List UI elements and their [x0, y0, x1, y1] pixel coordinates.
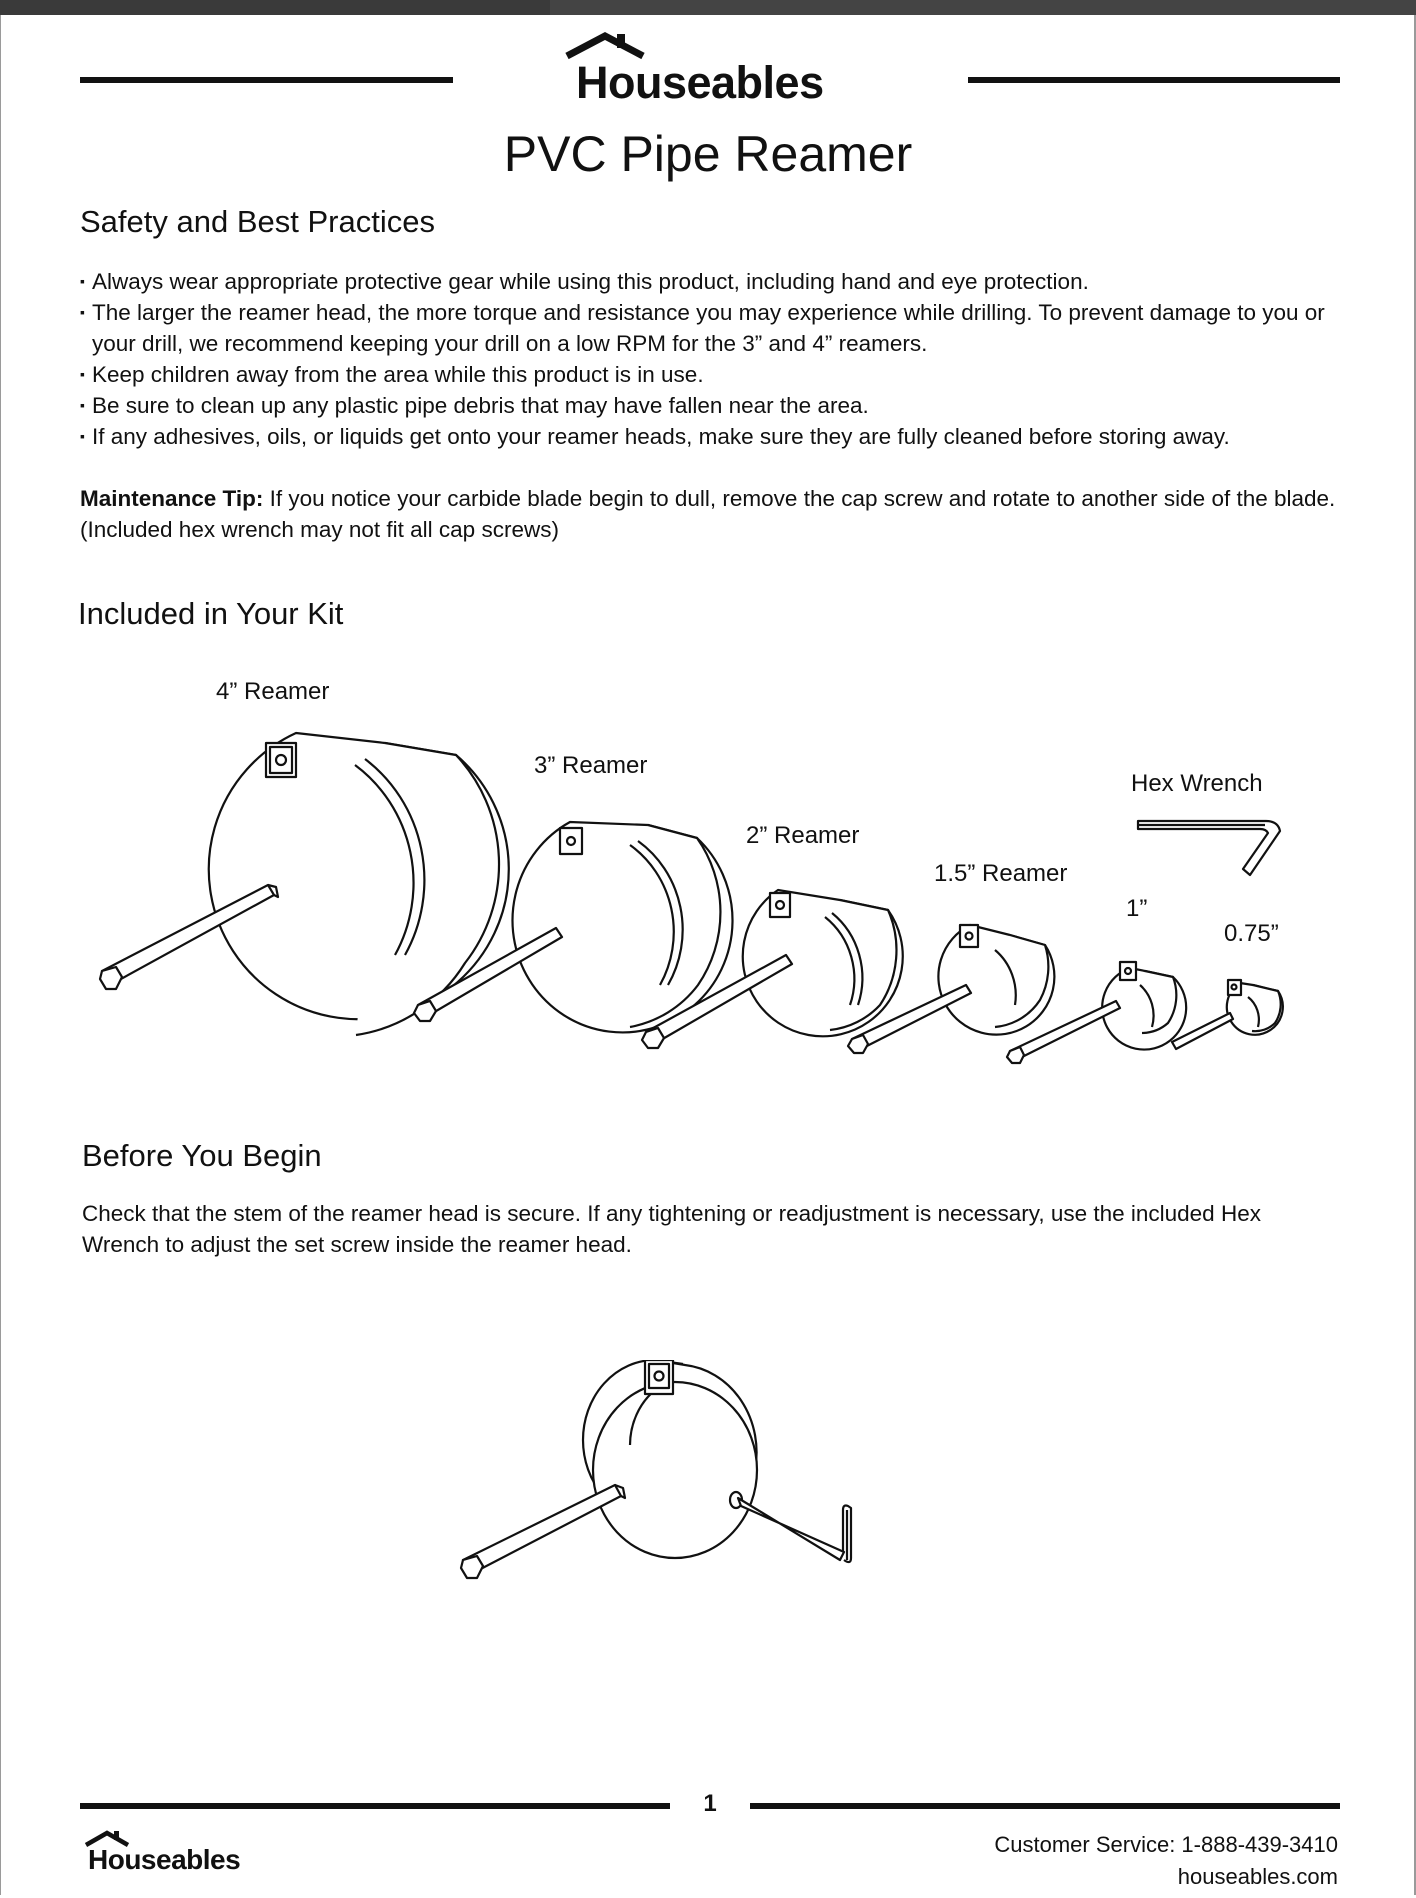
window-top-bar — [0, 0, 1416, 15]
header-logo — [565, 32, 865, 107]
page-number: 1 — [703, 1790, 717, 1817]
customer-service: Customer Service: 1-888-439-3410 — [994, 1832, 1338, 1857]
kit-label-hex-wrench: Hex Wrench — [1131, 770, 1263, 797]
website-link[interactable]: houseables.com — [1177, 1864, 1338, 1889]
header-rule-left — [80, 77, 453, 83]
footer-logo-text: Houseables — [88, 1844, 241, 1875]
maintenance-tip-label: Maintenance Tip: — [80, 486, 264, 511]
kit-heading: Included in Your Kit — [78, 596, 344, 631]
footer-rule-left — [80, 1803, 670, 1809]
kit-illustration — [70, 655, 1350, 1095]
kit-label-1in: 1” — [1126, 895, 1148, 922]
maintenance-tip — [80, 483, 1340, 545]
kit-label-4in: 4” Reamer — [216, 678, 330, 705]
before-text: Check that the stem of the reamer head is secure. If any tightening or readjustment is necessary, use the included Hex Wrench to adjust the set screw inside the reamer head. — [82, 1201, 1261, 1257]
list-item: ▪ The larger the reamer head, the more torque and resistance you may experience while drilling. To prevent damage to you or your drill, we recommend keeping your drill on a low RPM for the 3” and 4” reamers. — [80, 297, 1340, 359]
header-rule-right — [968, 77, 1340, 83]
safety-heading: Safety and Best Practices — [80, 204, 435, 239]
kit-label-3in: 3” Reamer — [534, 752, 648, 779]
reamer-with-wrench-illustration — [455, 1360, 875, 1600]
maintenance-tip-text: If you notice your carbide blade begin to dull, remove the cap screw and rotate to another side of the blade. (Included hex wrench may not fit all cap screws) — [80, 486, 1336, 542]
kit-label-2in: 2” Reamer — [746, 822, 860, 849]
window-tab-strip — [0, 0, 550, 15]
page-title: PVC Pipe Reamer — [503, 126, 913, 182]
before-heading: Before You Begin — [82, 1138, 322, 1173]
list-item: ▪ Be sure to clean up any plastic pipe debris that may have fallen near the area. — [80, 390, 1340, 421]
list-item: ▪ Keep children away from the area while this product is in use. — [80, 359, 1340, 390]
footer-logo — [84, 1830, 284, 1880]
reamer-0-75in-icon — [1172, 980, 1283, 1049]
footer-rule-right — [750, 1803, 1340, 1809]
list-item: ▪ If any adhesives, oils, or liquids get onto your reamer heads, make sure they are fully cleaned before storing away. — [80, 421, 1340, 452]
safety-list — [80, 266, 1340, 452]
list-item: ▪ Always wear appropriate protective gear while using this product, including hand and eye protection. — [80, 266, 1340, 297]
hex-wrench-icon — [1138, 821, 1280, 875]
header-logo-text: Houseables — [576, 57, 824, 108]
kit-label-0-75in: 0.75” — [1224, 920, 1279, 947]
reamer-assembly-icon — [455, 1360, 875, 1600]
kit-label-1-5in: 1.5” Reamer — [934, 860, 1068, 887]
